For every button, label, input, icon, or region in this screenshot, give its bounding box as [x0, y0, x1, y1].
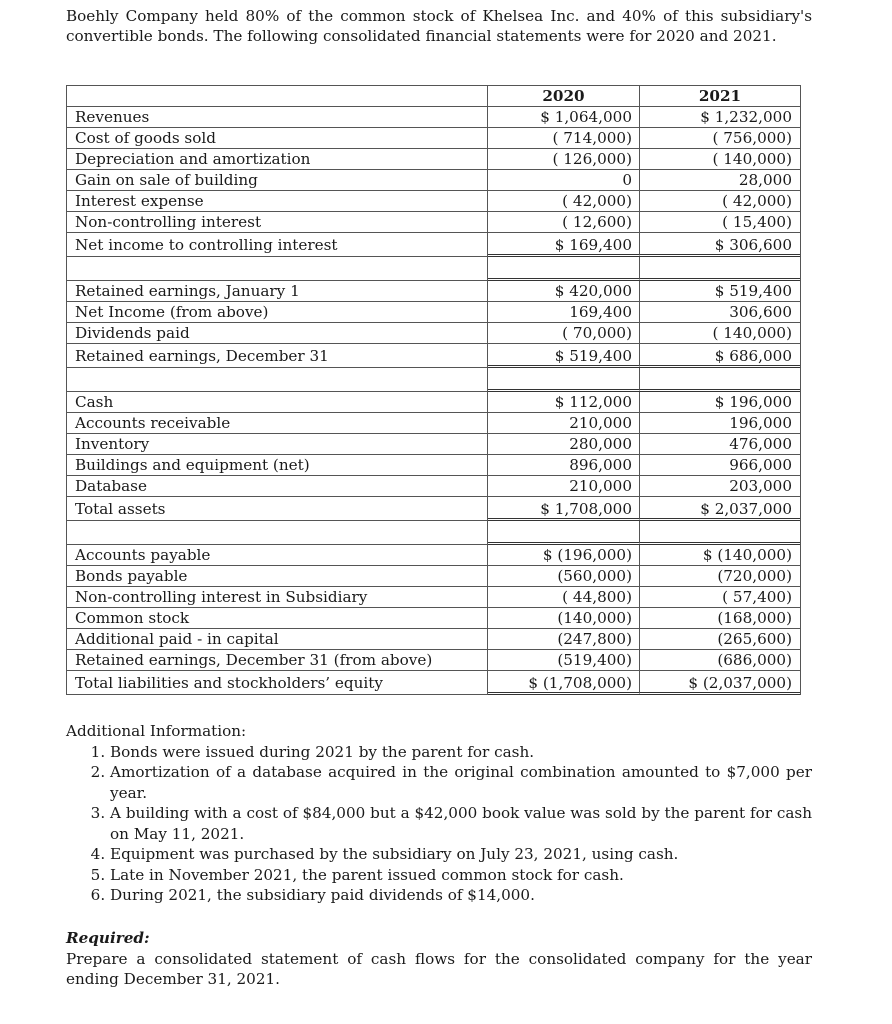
additional-information [66, 721, 812, 906]
line-item-label: Bonds payable [67, 566, 488, 587]
value-2021: 203,000 [640, 476, 800, 497]
liabilities-row [67, 545, 800, 566]
additional-heading: Additional Information: [66, 722, 247, 740]
line-item-label: Retained earnings, December 31 (from above) [67, 650, 488, 671]
value-2021: 476,000 [640, 434, 800, 455]
value-2020: 210,000 [488, 413, 640, 434]
value-2020: (140,000) [488, 608, 640, 629]
section-gap [67, 257, 800, 281]
value-2020: (560,000) [488, 566, 640, 587]
financial-statements-table [66, 85, 801, 695]
value-2021: 196,000 [640, 413, 800, 434]
value-2021: $ (2,037,000) [640, 671, 800, 695]
value-2021: ( 42,000) [640, 191, 800, 212]
line-item-label: Total liabilities and stockholders’ equity [67, 671, 488, 695]
value-2020: $ (196,000) [488, 545, 640, 566]
value-2021: ( 57,400) [640, 587, 800, 608]
retained-row [67, 344, 800, 368]
value-2021: ( 140,000) [640, 149, 800, 170]
required-section [66, 928, 812, 990]
value-2020: 210,000 [488, 476, 640, 497]
value-2021: 28,000 [640, 170, 800, 191]
liabilities-row [67, 650, 800, 671]
additional-item: 6. During 2021, the subsidiary paid dividends of $14,000. [110, 885, 812, 906]
liabilities-row [67, 608, 800, 629]
value-2021: 306,600 [640, 302, 800, 323]
income-row [67, 128, 800, 149]
value-2020: ( 70,000) [488, 323, 640, 344]
value-2020: 280,000 [488, 434, 640, 455]
problem-intro: Boehly Company held 80% of the common stock of Khelsea Inc. and 40% of this subsidiary's convertible bonds. The following consolidated financial statements were for 2020 and 2021. [66, 7, 812, 45]
line-item-label: Additional paid - in capital [67, 629, 488, 650]
line-item-label: Gain on sale of building [67, 170, 488, 191]
value-2020: $ 1,708,000 [488, 497, 640, 521]
line-item-label: Buildings and equipment (net) [67, 455, 488, 476]
section-gap [67, 368, 800, 392]
line-item-label: Accounts receivable [67, 413, 488, 434]
assets-row [67, 476, 800, 497]
value-2020: 169,400 [488, 302, 640, 323]
line-item-label: Revenues [67, 107, 488, 128]
line-item-label: Cost of goods sold [67, 128, 488, 149]
value-2020: 0 [488, 170, 640, 191]
line-item-label: Inventory [67, 434, 488, 455]
value-2020: ( 12,600) [488, 212, 640, 233]
liabilities-row [67, 629, 800, 650]
value-2021: $ 519,400 [640, 281, 800, 302]
value-2020: ( 126,000) [488, 149, 640, 170]
value-2021: $ 196,000 [640, 392, 800, 413]
value-2020: $ (1,708,000) [488, 671, 640, 695]
value-2020: (519,400) [488, 650, 640, 671]
line-item-label: Accounts payable [67, 545, 488, 566]
value-2020: $ 169,400 [488, 233, 640, 257]
assets-row [67, 413, 800, 434]
line-item-label: Common stock [67, 608, 488, 629]
line-item-label: Net income to controlling interest [67, 233, 488, 257]
value-2020: 896,000 [488, 455, 640, 476]
liabilities-section [67, 545, 800, 695]
value-2020: ( 42,000) [488, 191, 640, 212]
income-row [67, 191, 800, 212]
value-2021: $ 1,232,000 [640, 107, 800, 128]
value-2021: (265,600) [640, 629, 800, 650]
value-2021: (168,000) [640, 608, 800, 629]
line-item-label: Interest expense [67, 191, 488, 212]
line-item-label: Cash [67, 392, 488, 413]
income-section [67, 107, 800, 257]
value-2021: $ 686,000 [640, 344, 800, 368]
additional-item: 4. Equipment was purchased by the subsidiary on July 23, 2021, using cash. [110, 844, 812, 865]
value-2021: 966,000 [640, 455, 800, 476]
retained-row [67, 281, 800, 302]
income-row [67, 149, 800, 170]
value-2021: (720,000) [640, 566, 800, 587]
assets-row [67, 497, 800, 521]
line-item-label: Retained earnings, December 31 [67, 344, 488, 368]
value-2020: $ 420,000 [488, 281, 640, 302]
additional-list [66, 742, 812, 906]
value-2021: ( 15,400) [640, 212, 800, 233]
year-2021-header: 2021 [640, 86, 800, 107]
line-item-label: Non-controlling interest [67, 212, 488, 233]
assets-row [67, 392, 800, 413]
value-2020: $ 112,000 [488, 392, 640, 413]
additional-item: 5. Late in November 2021, the parent issued common stock for cash. [110, 865, 812, 886]
line-item-label: Database [67, 476, 488, 497]
income-row [67, 233, 800, 257]
line-item-label: Depreciation and amortization [67, 149, 488, 170]
year-2020-header: 2020 [488, 86, 640, 107]
value-2021: (686,000) [640, 650, 800, 671]
value-2021: ( 756,000) [640, 128, 800, 149]
retained-row [67, 302, 800, 323]
line-item-label: Retained earnings, January 1 [67, 281, 488, 302]
income-row [67, 107, 800, 128]
value-2020: $ 1,064,000 [488, 107, 640, 128]
line-item-label: Non-controlling interest in Subsidiary [67, 587, 488, 608]
value-2021: $ 306,600 [640, 233, 800, 257]
value-2020: (247,800) [488, 629, 640, 650]
additional-item: 1. Bonds were issued during 2021 by the parent for cash. [110, 742, 812, 763]
value-2020: $ 519,400 [488, 344, 640, 368]
additional-item: 2. Amortization of a database acquired in the original combination amounted to $7,000 per year. [110, 762, 812, 803]
value-2021: $ 2,037,000 [640, 497, 800, 521]
value-2020: ( 714,000) [488, 128, 640, 149]
assets-row [67, 434, 800, 455]
line-item-label: Dividends paid [67, 323, 488, 344]
value-2021: $ (140,000) [640, 545, 800, 566]
section-gap [67, 521, 800, 545]
assets-row [67, 455, 800, 476]
income-row [67, 170, 800, 191]
value-2020: ( 44,800) [488, 587, 640, 608]
liabilities-row [67, 566, 800, 587]
retained-earnings-section [67, 281, 800, 368]
income-row [67, 212, 800, 233]
additional-item: 3. A building with a cost of $84,000 but a $42,000 book value was sold by the parent for cash on May 11, 2021. [110, 803, 812, 844]
value-2021: ( 140,000) [640, 323, 800, 344]
liabilities-row [67, 671, 800, 695]
line-item-label: Net Income (from above) [67, 302, 488, 323]
required-heading: Required: [66, 929, 150, 947]
required-text: Prepare a consolidated statement of cash flows for the consolidated company for the year ending December 31, 2021. [66, 949, 812, 988]
liabilities-row [67, 587, 800, 608]
assets-section [67, 392, 800, 521]
line-item-label: Total assets [67, 497, 488, 521]
retained-row [67, 323, 800, 344]
table-header [67, 86, 800, 107]
